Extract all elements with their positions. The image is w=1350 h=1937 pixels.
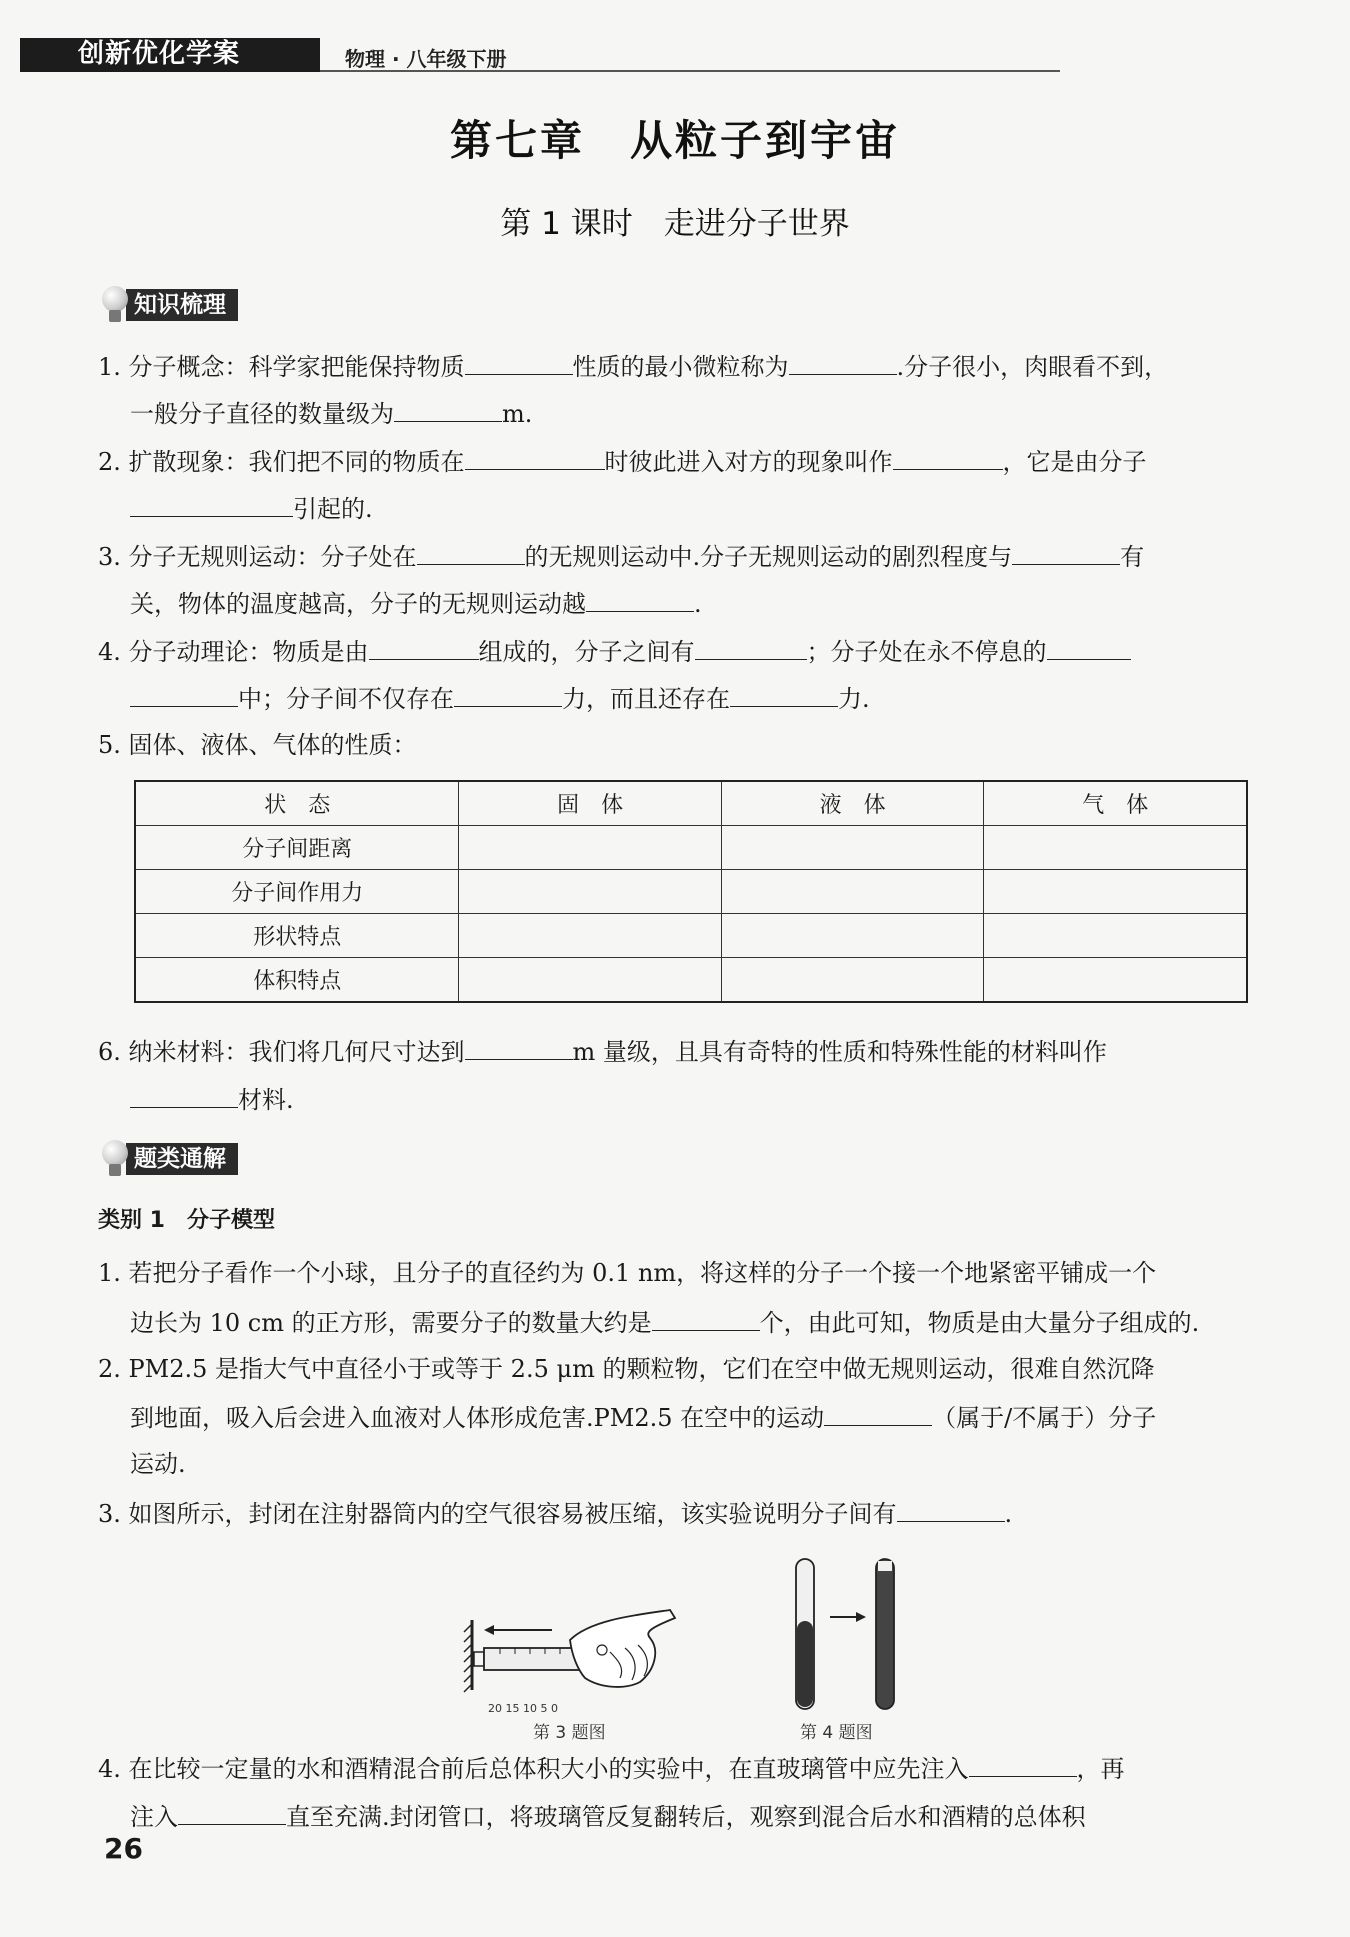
exercise-4-line-2: 注入 直至充满.封闭管口，将玻璃管反复翻转后，观察到混合后水和酒精的总体积	[130, 1800, 1086, 1832]
page-number: 26	[104, 1832, 143, 1865]
answer-blank[interactable]	[824, 1401, 932, 1426]
section-tag-exercises	[100, 1140, 238, 1178]
table-cell[interactable]	[721, 870, 984, 914]
figure-3-caption: 第 3 题图	[533, 1723, 606, 1743]
knowledge-item-4-line-1: 4. 分子动理论：物质是由 组成的，分子之间有 ；分子处在永不停息的	[98, 635, 1131, 667]
table-row-label: 体积特点	[135, 958, 459, 1003]
answer-blank[interactable]	[178, 1800, 286, 1825]
table-cell[interactable]	[721, 826, 984, 870]
knowledge-item-3-line-2: 关，物体的温度越高，分子的无规则运动越 .	[130, 587, 702, 619]
states-table	[134, 780, 1248, 1003]
exercise-2-line-1: 2. PM2.5 是指大气中直径小于或等于 2.5 μm 的颗粒物，它们在空中做无规则运动，很难自然沉降	[98, 1355, 1155, 1383]
answer-blank[interactable]	[893, 445, 1003, 470]
answer-blank[interactable]	[730, 682, 838, 707]
table-cell[interactable]	[721, 914, 984, 958]
answer-blank[interactable]	[789, 350, 897, 375]
answer-blank[interactable]	[130, 1083, 238, 1108]
answer-blank[interactable]	[465, 1035, 573, 1060]
table-header: 固 体	[459, 781, 722, 826]
table-cell[interactable]	[984, 958, 1247, 1003]
table-cell[interactable]	[459, 870, 722, 914]
exercise-2-line-3: 运动.	[130, 1450, 186, 1478]
table-row	[135, 826, 1247, 870]
table-header: 液 体	[721, 781, 984, 826]
table-row-label: 形状特点	[135, 914, 459, 958]
table-header: 气 体	[984, 781, 1247, 826]
knowledge-item-3-line-1: 3. 分子无规则运动：分子处在 的无规则运动中.分子无规则运动的剧烈程度与 有	[98, 540, 1144, 572]
answer-blank[interactable]	[897, 1497, 1005, 1522]
table-cell[interactable]	[721, 958, 984, 1003]
answer-blank[interactable]	[465, 445, 605, 470]
table-row	[135, 870, 1247, 914]
chapter-title: 第七章 从粒子到宇宙	[449, 116, 900, 165]
category-title: 类别 1 分子模型	[98, 1208, 275, 1233]
answer-blank[interactable]	[969, 1752, 1077, 1777]
lightbulb-icon	[100, 1140, 130, 1178]
answer-blank[interactable]	[652, 1306, 760, 1331]
answer-blank[interactable]	[1012, 540, 1120, 565]
answer-blank[interactable]	[130, 492, 293, 517]
knowledge-item-2-line-1: 2. 扩散现象：我们把不同的物质在 时彼此进入对方的现象叫作 ，它是由分子	[98, 445, 1147, 477]
answer-blank[interactable]	[454, 682, 562, 707]
knowledge-item-1-line-1: 1. 分子概念：科学家把能保持物质 性质的最小微粒称为 .分子很小，肉眼看不到，	[98, 350, 1168, 382]
table-header: 状 态	[135, 781, 459, 826]
answer-blank[interactable]	[1047, 635, 1131, 660]
answer-blank[interactable]	[465, 350, 573, 375]
knowledge-item-5: 5. 固体、液体、气体的性质：	[98, 731, 417, 759]
table-header-row	[135, 781, 1247, 826]
table-row-label: 分子间距离	[135, 826, 459, 870]
lesson-title: 第 1 课时 走进分子世界	[500, 206, 850, 242]
table-cell[interactable]	[459, 914, 722, 958]
exercise-1-line-1: 1. 若把分子看作一个小球，且分子的直径约为 0.1 nm，将这样的分子一个接一个地紧密平铺成一个	[98, 1259, 1157, 1287]
answer-blank[interactable]	[130, 682, 238, 707]
exercise-3: 3. 如图所示，封闭在注射器筒内的空气很容易被压缩，该实验说明分子间有 .	[98, 1497, 1012, 1529]
exercise-1-line-2: 边长为 10 cm 的正方形，需要分子的数量大约是 个，由此可知，物质是由大量分子组成的.	[130, 1306, 1199, 1338]
table-row	[135, 914, 1247, 958]
knowledge-item-4-line-2: 中；分子间不仅存在 力，而且还存在 力.	[130, 682, 870, 714]
exercise-2-line-2: 到地面，吸入后会进入血液对人体形成危害.PM2.5 在空中的运动 （属于/不属于）分子	[130, 1401, 1156, 1433]
table-cell[interactable]	[984, 826, 1247, 870]
table-cell[interactable]	[984, 914, 1247, 958]
brand-title: 创新优化学案	[78, 39, 241, 69]
glass-tubes-figure	[790, 1555, 910, 1715]
answer-blank[interactable]	[369, 635, 479, 660]
answer-blank[interactable]	[586, 587, 694, 612]
knowledge-item-6-line-2: 材料.	[130, 1083, 294, 1115]
syringe-scale-label: 20 15 10 5 0	[488, 1702, 558, 1715]
table-cell[interactable]	[984, 870, 1247, 914]
answer-blank[interactable]	[695, 635, 807, 660]
syringe-figure	[460, 1590, 690, 1700]
figure-4-caption: 第 4 题图	[800, 1723, 873, 1743]
table-cell[interactable]	[459, 958, 722, 1003]
section-tag-knowledge	[100, 286, 238, 324]
section-label: 题类通解	[126, 1143, 238, 1175]
lightbulb-icon	[100, 286, 130, 324]
table-row	[135, 958, 1247, 1003]
answer-blank[interactable]	[394, 397, 502, 422]
knowledge-item-2-line-2: 引起的.	[130, 492, 373, 524]
exercise-4-line-1: 4. 在比较一定量的水和酒精混合前后总体积大小的实验中，在直玻璃管中应先注入 ，再	[98, 1752, 1125, 1784]
table-row-label: 分子间作用力	[135, 870, 459, 914]
knowledge-item-6-line-1: 6. 纳米材料：我们将几何尺寸达到 m 量级，且具有奇特的性质和特殊性能的材料叫作	[98, 1035, 1107, 1067]
section-label: 知识梳理	[126, 289, 238, 321]
answer-blank[interactable]	[417, 540, 525, 565]
knowledge-item-1-line-2: 一般分子直径的数量级为 m.	[130, 397, 532, 429]
subject-label: 物理 · 八年级下册	[345, 47, 507, 71]
table-cell[interactable]	[459, 826, 722, 870]
